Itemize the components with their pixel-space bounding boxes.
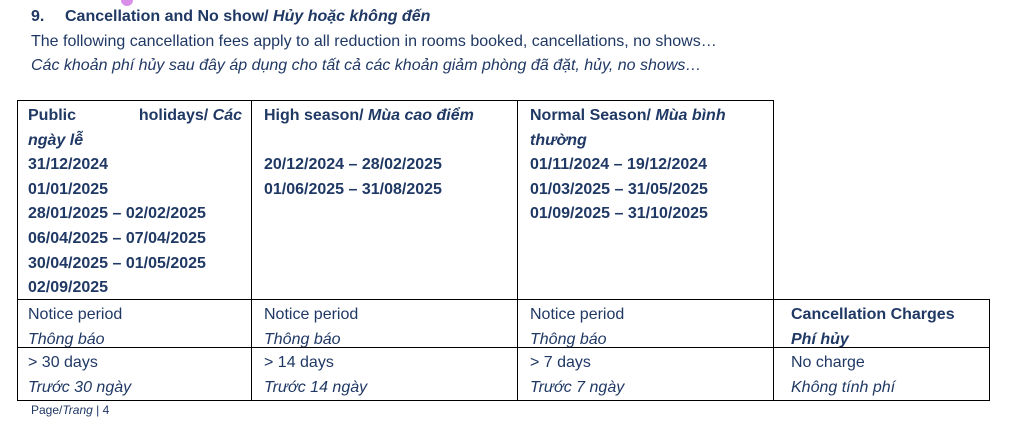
normal-season-header-line2: thường (530, 131, 587, 149)
public-holidays-header-line2: ngày lễ (28, 131, 84, 149)
public-holidays-header-line1: Public holidays/ Các (28, 107, 242, 124)
page-number: 4 (102, 403, 110, 417)
notice-period-cell: Notice period Thông báo (17, 299, 252, 348)
holiday-date: 30/04/2025 – 01/05/2025 (28, 254, 206, 272)
intro-en: The following cancellation fees apply to all reduction in rooms booked, cancellations, no shows… (31, 33, 717, 50)
holiday-date: 02/09/2025 (28, 279, 109, 297)
notice-period-cell: Notice period Thông báo (517, 299, 774, 348)
section-number: 9. (31, 8, 45, 25)
value-cell-7-days: > 7 days Trước 7 ngày (517, 347, 774, 401)
high-season-header: High season/ Mùa cao điểm (264, 107, 474, 124)
high-season-date: 01/06/2025 – 31/08/2025 (264, 180, 442, 198)
holiday-date: 06/04/2025 – 07/04/2025 (28, 229, 206, 247)
holiday-date: 01/01/2025 (28, 180, 109, 198)
normal-season-cell (517, 100, 774, 300)
cancellation-charges-header-cell: Cancellation Charges Phí hủy (773, 299, 990, 348)
intro-vi: Các khoản phí hủy sau đây áp dụng cho tất cả các khoản giảm phòng đã đặt, hủy, no shows… (31, 57, 702, 74)
decorative-dot (121, 0, 133, 6)
high-season-cell (251, 100, 518, 300)
holiday-date: 28/01/2025 – 02/02/2025 (28, 205, 206, 223)
normal-season-date: 01/03/2025 – 31/05/2025 (530, 180, 708, 198)
notice-period-cell: Notice period Thông báo (251, 299, 518, 348)
normal-season-header-line1: Normal Season/ Mùa bình (530, 107, 726, 124)
section-title-en: Cancellation and No show/ (65, 8, 274, 25)
normal-season-date: 01/11/2024 – 19/12/2024 (530, 156, 708, 174)
value-cell-14-days: > 14 days Trước 14 ngày (251, 347, 518, 401)
holiday-date: 31/12/2024 (28, 156, 109, 174)
high-season-date: 20/12/2024 – 28/02/2025 (264, 156, 442, 174)
value-cell-30-days: > 30 days Trước 30 ngày (17, 347, 252, 401)
normal-season-date: 01/09/2025 – 31/10/2025 (530, 205, 708, 223)
value-cell-no-charge: No charge Không tính phí (773, 347, 990, 401)
page-footer: Page/Trang | 4 (31, 403, 110, 417)
section-heading (31, 8, 430, 26)
section-title-vi: Hủy hoặc không đến (273, 8, 431, 25)
public-holidays-cell (17, 100, 252, 300)
